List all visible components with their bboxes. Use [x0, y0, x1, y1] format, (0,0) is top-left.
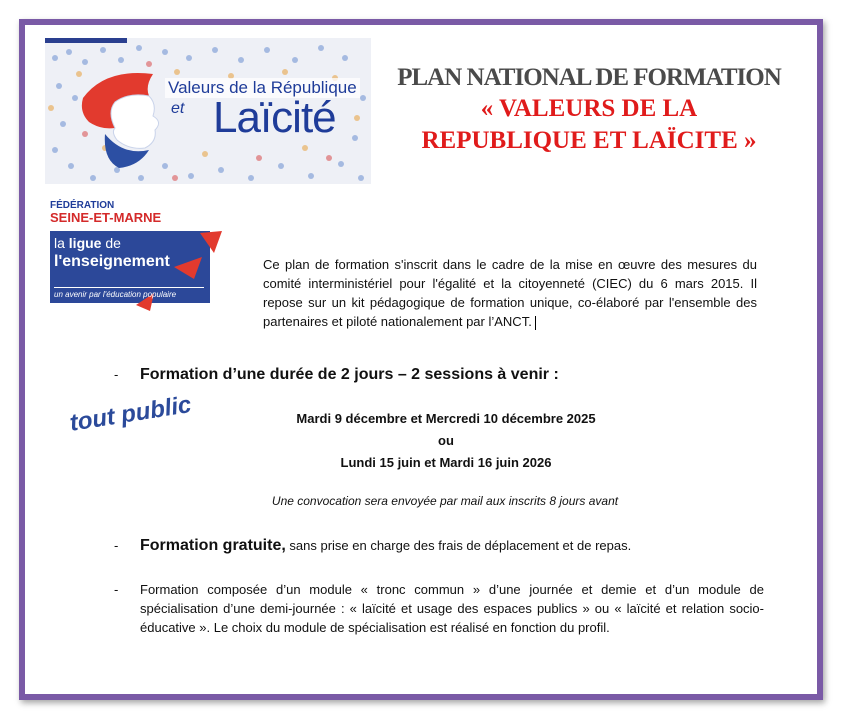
intro-paragraph[interactable]: [263, 255, 757, 331]
composition-text: Formation composée d’un module « tronc commun » d’une journée et demie et d’un module de spécialisation d’une demi-journée : « laïcité et usage des espaces publics » ou « laïcité et relation socio-éducative ». Le choix du module de spécialisation est réalisé en fonction du profil.: [140, 582, 764, 635]
title-line-1: PLAN NATIONAL DE FORMATION: [397, 64, 781, 91]
hero-title-line-1: Valeurs de la République: [165, 78, 360, 98]
session-dates: [246, 408, 646, 474]
session-2-dates: Lundi 15 juin et Mardi 16 juin 2026: [340, 455, 552, 470]
duration-heading: Formation d’une durée de 2 jours – 2 sessions à venir :: [140, 366, 559, 383]
free-heading: Formation gratuite,: [140, 537, 286, 554]
title-line-2: « VALEURS DE LA: [480, 95, 698, 123]
bullet-dash: -: [114, 367, 119, 382]
ligue-de: de: [105, 235, 121, 251]
duration-bullet: [114, 366, 559, 384]
ligue-word: ligue: [68, 235, 102, 251]
audience-badge: tout public: [67, 390, 194, 437]
free-bullet: [114, 537, 631, 555]
bullet-dash: -: [114, 538, 119, 553]
text-cursor: [535, 316, 536, 330]
session-or: ou: [438, 433, 454, 448]
page-title: [384, 62, 794, 156]
hero-banner-image: [45, 38, 371, 184]
intro-text: Ce plan de formation s'inscrit dans le cadre de la mise en œuvre des mesures du comité interministériel pour l'égalité et la citoyenneté (CIEC) du 6 mars 2015. Il repose sur un kit pédagogique de formation unique, co-élaboré par l'ensemble des partenaires et piloté nationalement par l’ANCT.: [263, 257, 757, 329]
title-line-3: REPUBLIQUE ET LAÏCITE »: [421, 126, 757, 154]
hero-title-line-2: et: [171, 100, 185, 117]
bullet-dash: -: [114, 582, 119, 597]
ligue-logo-line-1: [54, 235, 121, 251]
ligue-logo: [50, 231, 210, 303]
ligue-tagline: un avenir par l'éducation populaire: [54, 287, 204, 299]
ligue-la: la: [54, 235, 65, 251]
session-1-dates: Mardi 9 décembre et Mercredi 10 décembre 2025: [296, 411, 596, 426]
convocation-note: Une convocation sera envoyée par mail aux inscrits 8 jours avant: [271, 494, 619, 508]
hero-title-line-3: Laïcité: [213, 93, 336, 142]
composition-bullet: [114, 580, 764, 637]
federation-region: SEINE-ET-MARNE: [50, 210, 162, 225]
ligue-enseignement: l'enseignement: [54, 253, 170, 270]
free-details: sans prise en charge des frais de déplacement et de repas.: [285, 538, 632, 553]
federation-label: FÉDÉRATION: [50, 200, 115, 211]
